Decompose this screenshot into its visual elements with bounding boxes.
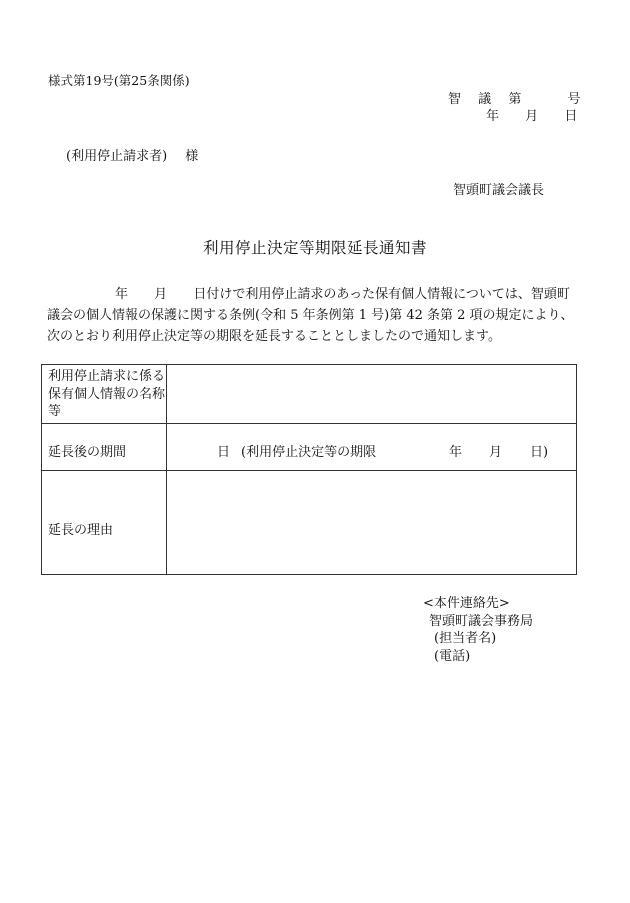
period-day-close: 日) (530, 445, 549, 460)
period-year: 年 (449, 445, 463, 460)
doc-number-dai: 第 (508, 92, 522, 107)
period-deadline-label: (利用停止決定等の期限 (241, 445, 377, 460)
doc-number-prefix: 智 (448, 92, 462, 107)
row-period-value[interactable] (168, 424, 576, 470)
period-month: 月 (489, 445, 503, 460)
doc-number-mid: 議 (478, 92, 492, 107)
recipient-honorific: 様 (185, 149, 199, 164)
table-row-reason (42, 471, 576, 575)
date-year: 年 (486, 109, 500, 124)
body-line-1 (47, 284, 597, 305)
info-table (41, 364, 577, 575)
row-period-label: 延長後の期間 (42, 424, 167, 470)
date-day: 日 (564, 109, 578, 124)
body-line-2: 議会の個人情報の保護に関する条例(令和 5 年条例第 1 号)第 42 条第 2 項の規定により、 (47, 308, 574, 323)
row-reason-value[interactable] (168, 471, 576, 575)
contact-phone: (電話) (434, 648, 471, 664)
recipient-label: (利用停止請求者) (66, 149, 168, 164)
issue-date-line (486, 110, 577, 123)
contact-office: 智頭町議会事務局 (429, 613, 534, 629)
contact-block (423, 595, 533, 665)
document-title: 利用停止決定等期限延長通知書 (202, 239, 427, 257)
recipient-line (66, 150, 198, 163)
form-number: 様式第19号(第25条関係) (48, 73, 190, 88)
body-line-3: 次のとおり利用停止決定等の期限を延長することとしましたので通知します。 (47, 329, 501, 344)
contact-person: (担当者名) (434, 631, 497, 646)
body-month: 月 (154, 287, 168, 302)
body-paragraph (47, 284, 597, 347)
contact-heading: <本件連絡先> (423, 596, 510, 611)
row-name-value[interactable] (168, 365, 576, 423)
table-row-period (42, 424, 576, 471)
table-row-name (42, 365, 576, 424)
document-number-line (448, 93, 580, 106)
date-month: 月 (525, 109, 539, 124)
doc-number-suffix: 号 (567, 92, 581, 107)
period-day: 日 (217, 445, 231, 460)
body-year: 年 (115, 287, 129, 302)
sender-name: 智頭町議会議長 (453, 183, 545, 198)
row-reason-label: 延長の理由 (42, 471, 167, 575)
body-line-1-text: 日付けで利用停止請求のあった保有個人情報については、智頭町 (193, 287, 570, 302)
row-name-label: 利用停止請求に係る保有個人情報の名称等 (42, 365, 167, 423)
